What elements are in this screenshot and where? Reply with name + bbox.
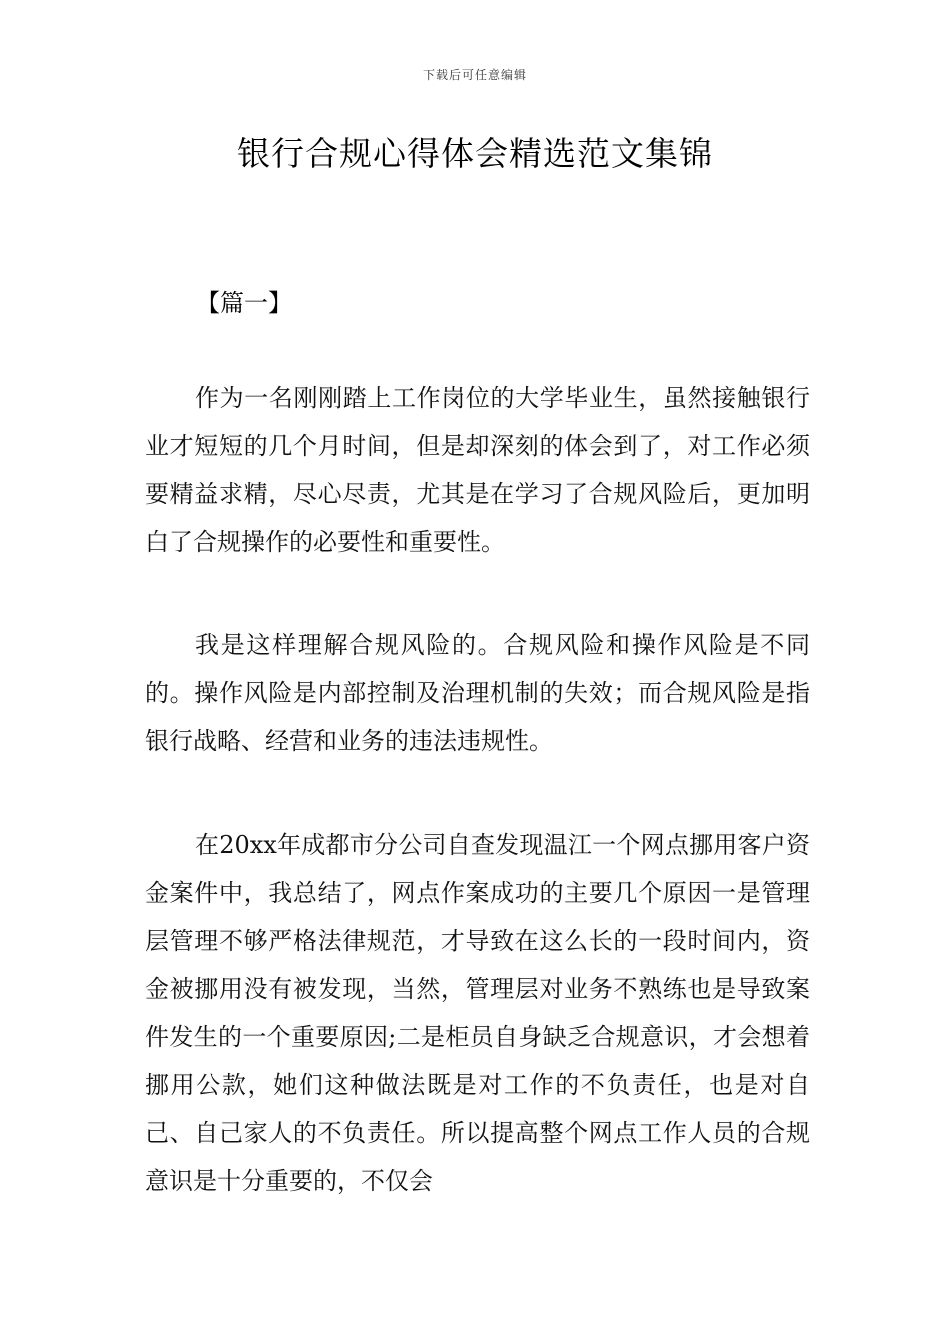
- paragraph-2: 我是这样理解合规风险的。合规风险和操作风险是不同的。操作风险是内部控制及治理机制的失效；而合规风险是指银行战略、经营和业务的违法违规性。: [145, 631, 810, 755]
- section-label: 【篇一】: [196, 289, 292, 317]
- header-note: 下载后可任意编辑: [422, 68, 527, 82]
- paragraph-3: 在20xx年成都市分公司自查发现温江一个网点挪用客户资金案件中，我总结了，网点作案成功的主要几个原因一是管理层管理不够严格法律规范，才导致在这么长的一段时间内，资金被挪用没有被发现，当然，管理层对业务不熟练也是导致案件发生的一个重要原因;二是柜员自身缺乏合规意识，才会想着挪用公款，她们这种做法既是对工作的不负责任，也是对自己、自己家人的不负责任。所以提高整个网点工作人员的合规意识是十分重要的，不仅会: [145, 831, 810, 1195]
- document-title: 银行合规心得体会精选范文集锦: [237, 134, 713, 173]
- paragraph-1: 作为一名刚刚踏上工作岗位的大学毕业生，虽然接触银行业才短短的几个月时间，但是却深刻的体会到了，对工作必须要精益求精，尽心尽责，尤其是在学习了合规风险后，更加明白了合规操作的必要性和重要性。: [145, 384, 810, 556]
